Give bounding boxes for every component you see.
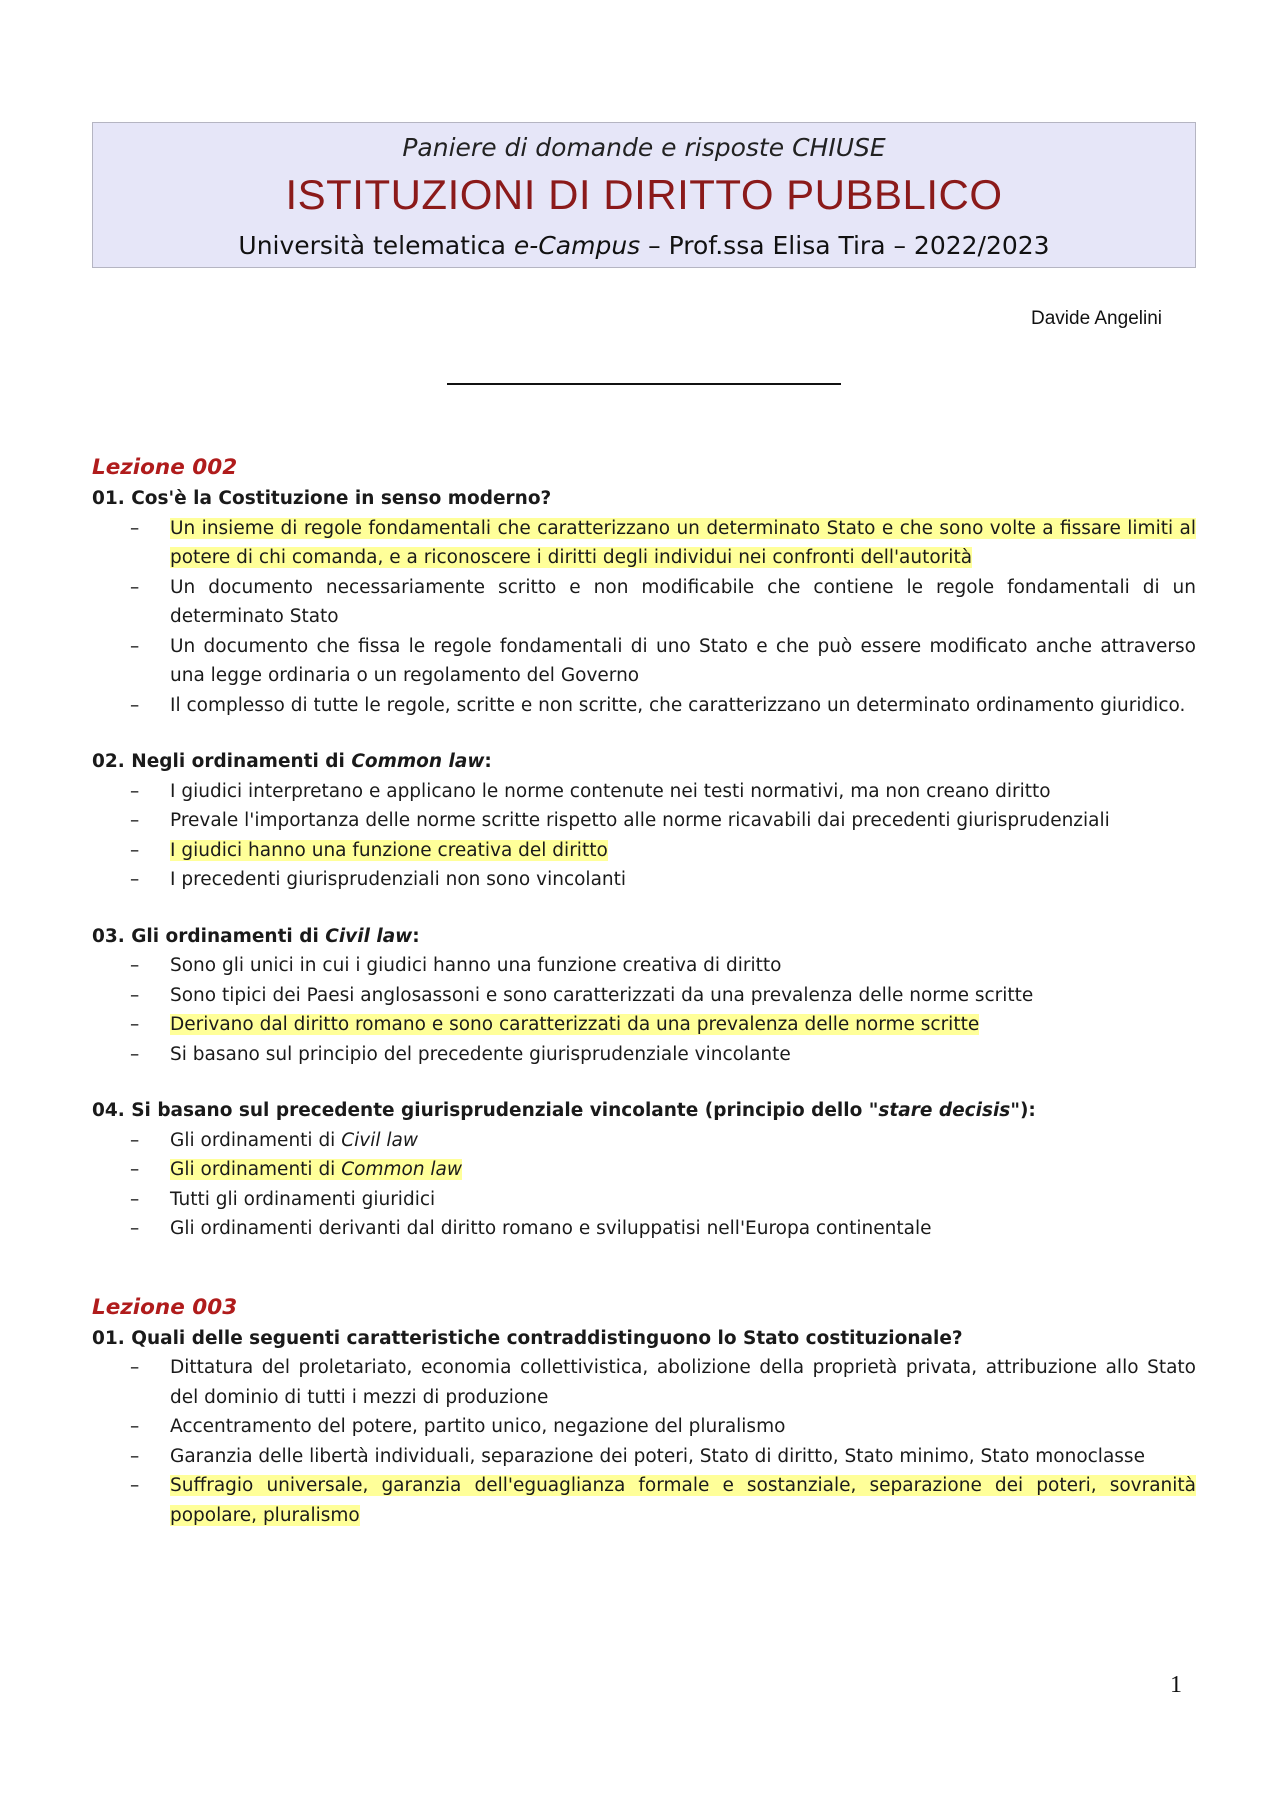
answer-options [92, 1126, 1196, 1244]
answer-option [92, 865, 1196, 895]
bullet-dash: – [130, 810, 140, 831]
bullet-dash: – [130, 839, 140, 861]
answer-text [170, 1159, 462, 1180]
question-text: 01. Cos'è la Costituzione in senso moderno? [92, 488, 552, 509]
answer-text [170, 1014, 979, 1035]
question-text: 02. Negli ordinamenti di [92, 751, 352, 772]
answer-text-a: Sono tipici dei Paesi anglosassoni e sono caratterizzati da una prevalenza delle norme scritte [170, 984, 1034, 1006]
bullet-dash: – [130, 984, 140, 1006]
answer-text-emphasis: Common law [341, 1159, 463, 1180]
question-suffix: "): [1010, 1100, 1036, 1121]
answer-option [92, 806, 1196, 836]
lesson-title: Lezione 003 [92, 1294, 238, 1320]
question-emphasis: Civil law [325, 925, 413, 947]
answer-text-a: Garanzia delle libertà individuali, separazione dei poteri, Stato di diritto, Stato minimo, Stato monoclasse [170, 1445, 1145, 1467]
answer-option [92, 1185, 1196, 1215]
answer-text [170, 518, 1196, 569]
university-text: Università telematica [238, 231, 514, 260]
answer-text-a: I giudici interpretano e applicano le norme contenute nei testi normativi, ma non creano diritto [170, 780, 1051, 802]
answer-option-correct [92, 1155, 1196, 1185]
bullet-dash: – [130, 1014, 140, 1035]
bullet-dash: – [130, 1475, 140, 1496]
answer-text-emphasis: Civil law [341, 1129, 418, 1151]
question-title [92, 1324, 1196, 1354]
answer-text-a: Il complesso di tutte le regole, scritte e non scritte, che caratterizzano un determinato ordinamento giuridico. [170, 694, 1186, 716]
question-text: 03. Gli ordinamenti di [92, 925, 326, 947]
answer-text [170, 577, 1196, 628]
answer-option [92, 632, 1196, 691]
bullet-dash: – [130, 1129, 140, 1151]
answer-text-a: I precedenti giurisprudenziali non sono vincolanti [170, 869, 627, 890]
question-emphasis: stare decisis [878, 1100, 1011, 1121]
bullet-dash: – [130, 780, 140, 802]
page-number: 1 [1170, 1672, 1182, 1698]
answer-text [170, 1446, 1145, 1467]
professor-year-text: – Prof.ssa Elisa Tira – 2022/2023 [640, 231, 1050, 260]
question-title [92, 747, 1196, 777]
answer-option [92, 1442, 1196, 1472]
answer-text [170, 810, 1110, 831]
university-line [93, 231, 1195, 260]
answer-text [170, 1218, 931, 1239]
question-title [92, 484, 1196, 514]
question-title [92, 1096, 1196, 1126]
answer-option [92, 1412, 1196, 1442]
answer-text-a: I giudici hanno una funzione creativa del diritto [170, 839, 608, 861]
bullet-dash: – [130, 1043, 140, 1065]
answer-text [170, 1189, 435, 1210]
answer-option [92, 777, 1196, 807]
bullet-dash: – [130, 869, 140, 890]
bullet-dash: – [130, 694, 140, 716]
answer-text-a: Un documento che fissa le regole fondamentali di uno Stato e che può essere modificato anche attraverso una legge ordinaria o un regolamento del Governo [170, 635, 1196, 686]
answer-text [170, 985, 1033, 1006]
answer-options [92, 777, 1196, 895]
answer-text-a: Dittatura del proletariato, economia collettivistica, abolizione della proprietà privata, attribuzione allo Stato del dominio di tutti i mezzi di produzione [170, 1357, 1196, 1408]
answer-option [92, 1126, 1196, 1156]
answer-options [92, 951, 1196, 1069]
answer-text [170, 1416, 785, 1437]
answer-option [92, 573, 1196, 632]
answer-text-a: Suffragio universale, garanzia dell'eguaglianza formale e sostanziale, separazione dei poteri, sovranità popolare, pluralismo [170, 1475, 1196, 1526]
document-title: ISTITUZIONI DI DIRITTO PUBBLICO [285, 171, 1003, 218]
university-name: e-Campus [513, 231, 641, 260]
bullet-dash: – [130, 1159, 140, 1180]
answer-option-correct [92, 836, 1196, 866]
answer-text [170, 1130, 418, 1151]
answer-text [170, 1357, 1196, 1408]
question-suffix: : [484, 751, 492, 772]
title-box [92, 122, 1196, 268]
lesson-title: Lezione 002 [92, 455, 238, 480]
subtitle-text: Paniere di domande e risposte [402, 133, 793, 162]
answer-text-a: Derivano dal diritto romano e sono caratterizzati da una prevalenza delle norme scritte [170, 1014, 980, 1035]
bullet-dash: – [130, 576, 140, 598]
answer-text [170, 869, 626, 890]
answer-text [170, 1475, 1196, 1526]
answer-option [92, 981, 1196, 1011]
answer-text-a: Gli ordinamenti di [170, 1159, 342, 1180]
author-name: Davide Angelini [1031, 308, 1162, 329]
answer-text-a: Gli ordinamenti di [170, 1129, 342, 1151]
answer-text [170, 695, 1185, 716]
answer-text [170, 636, 1196, 687]
answer-text [170, 955, 781, 976]
separator-line [447, 383, 841, 385]
question-text: 01. Quali delle seguenti caratteristiche contraddistinguono lo Stato costituzionale? [92, 1327, 963, 1349]
document-subtitle [93, 133, 1195, 162]
bullet-dash: – [130, 1416, 140, 1437]
answer-text-a: Un documento necessariamente scritto e non modificabile che contiene le regole fondamentali di un determinato Stato [170, 576, 1196, 627]
answer-option [92, 951, 1196, 981]
bullet-dash: – [130, 1188, 140, 1210]
answer-option-correct [92, 514, 1196, 573]
question-suffix: : [412, 925, 420, 947]
answer-text-a: Prevale l'importanza delle norme scritte rispetto alle norme ricavabili dai precedenti giurisprudenziali [170, 810, 1110, 831]
answer-option-correct [92, 1471, 1196, 1530]
answer-text-a: Un insieme di regole fondamentali che caratterizzano un determinato Stato e che sono volte a fissare limiti al potere di chi comanda, e a riconoscere i diritti degli individui nei confronti dell'autorità [170, 517, 1196, 568]
bullet-dash: – [130, 1445, 140, 1467]
answer-text-a: Si basano sul principio del precedente giurisprudenziale vincolante [170, 1043, 791, 1065]
answer-text [170, 840, 608, 861]
answer-option [92, 691, 1196, 721]
answer-option [92, 1040, 1196, 1070]
answer-options [92, 514, 1196, 721]
question-emphasis: Common law [351, 751, 485, 772]
bullet-dash: – [130, 955, 140, 976]
bullet-dash: – [130, 635, 140, 657]
answer-text [170, 1044, 791, 1065]
answer-text-a: Gli ordinamenti derivanti dal diritto romano e sviluppatisi nell'Europa continentale [170, 1218, 932, 1239]
answer-option [92, 1214, 1196, 1244]
answer-text-a: Sono gli unici in cui i giudici hanno una funzione creativa di diritto [170, 955, 782, 976]
answer-text-a: Accentramento del potere, partito unico, negazione del pluralismo [170, 1416, 786, 1437]
questions-content [92, 452, 1196, 1557]
bullet-dash: – [130, 1357, 140, 1378]
question-text: 04. Si basano sul precedente giurisprudenziale vincolante (principio dello " [92, 1100, 879, 1121]
answer-text-a: Tutti gli ordinamenti giuridici [170, 1188, 436, 1210]
answer-text [170, 781, 1051, 802]
question-title [92, 922, 1196, 952]
bullet-dash: – [130, 517, 140, 539]
answer-option [92, 1353, 1196, 1412]
bullet-dash: – [130, 1218, 140, 1239]
subtitle-emphasis: CHIUSE [792, 133, 886, 162]
answer-option-correct [92, 1010, 1196, 1040]
answer-options [92, 1353, 1196, 1530]
